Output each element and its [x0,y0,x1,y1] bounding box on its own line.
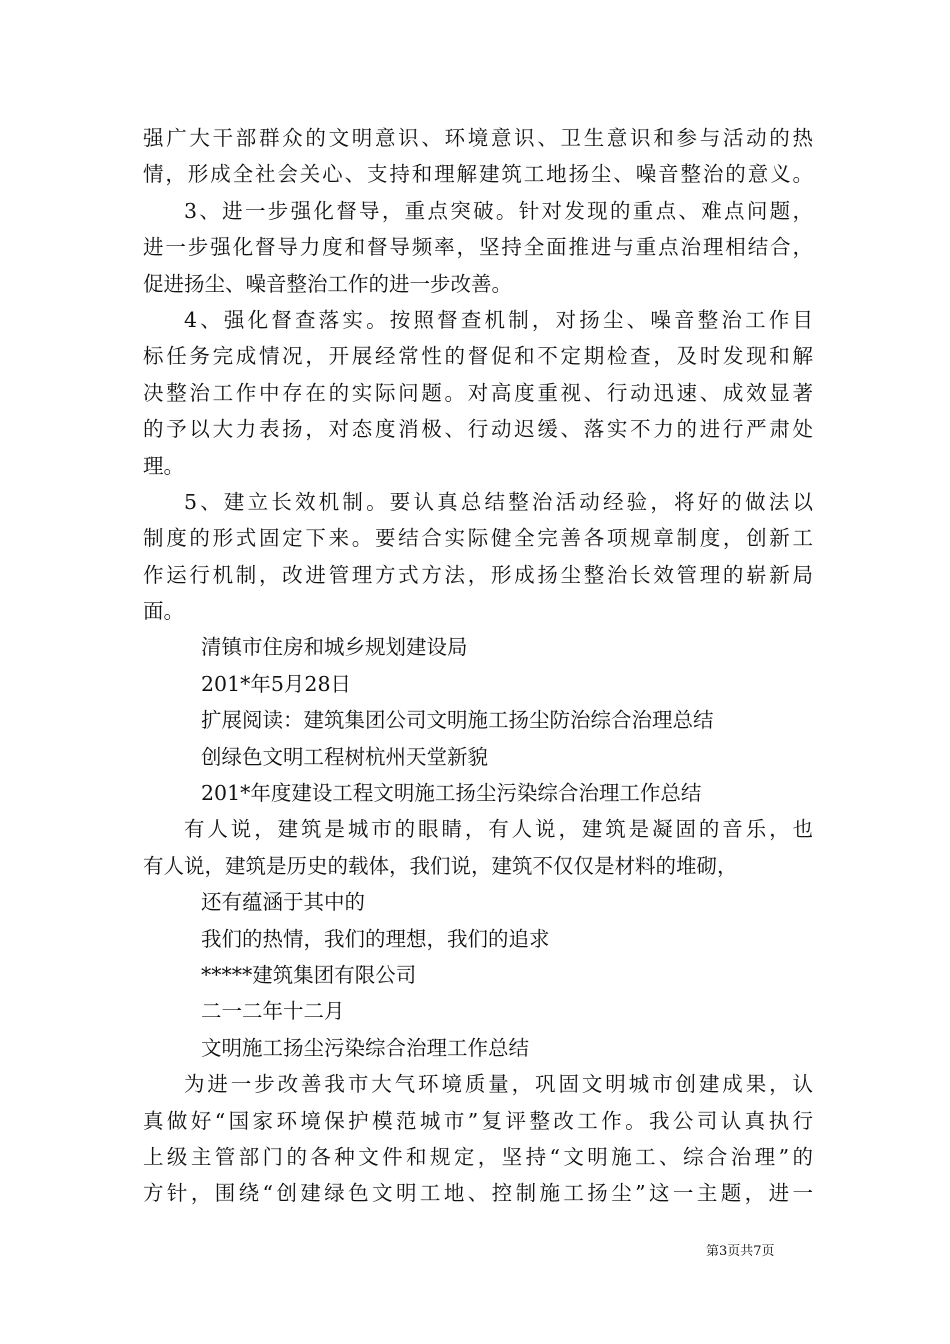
text-line: 我们的热情，我们的理想，我们的追求 [201,926,550,951]
text-line: 5、建立长效机制。要认真总结整治活动经验，将好的做法以 [184,489,813,514]
document-body [143,120,813,1212]
text-line: 201*年5月28日 [201,671,352,696]
text-line: 扩展阅读：建筑集团公司文明施工扬尘防治综合治理总结 [201,708,714,733]
text-line: 还有蕴涵于其中的 [201,890,365,915]
text-line: 制度的形式固定下来。要结合实际健全完善各项规章制度，创新工 [143,526,813,551]
text-line: 上级主管部门的各种文件和规定，坚持“文明施工、综合治理”的 [143,1144,813,1169]
text-line: 清镇市住房和城乡规划建设局 [201,635,468,660]
text-line: 促进扬尘、噪音整治工作的进一步改善。 [143,271,512,296]
text-line: 进一步强化督导力度和督导频率，坚持全面推进与重点治理相结合， [143,235,813,260]
text-line: 情，形成全社会关心、支持和理解建筑工地扬尘、噪音整治的意义。 [143,162,813,187]
text-line: 有人说，建筑是历史的载体，我们说，建筑不仅仅是材料的堆砌， [143,853,738,878]
page-number-footer: 第3页共7页 [706,1244,775,1259]
text-line: 创绿色文明工程树杭州天堂新貌 [201,744,488,769]
text-line: 二一二年十二月 [201,999,345,1024]
text-line: 文明施工扬尘污染综合治理工作总结 [201,1035,529,1060]
text-line: 有人说，建筑是城市的眼睛，有人说，建筑是凝固的音乐，也 [184,817,813,842]
text-line: 理。 [143,453,184,478]
text-line: 作运行机制，改进管理方式方法，形成扬尘整治长效管理的崭新局 [143,562,813,587]
text-line: 201*年度建设工程文明施工扬尘污染综合治理工作总结 [201,781,702,806]
text-line: *****建筑集团有限公司 [201,962,417,987]
text-line: 为进一步改善我市大气环境质量，巩固文明城市创建成果，认 [184,1072,813,1097]
text-line: 方针，围绕“创建绿色文明工地、控制施工扬尘”这一主题，进一 [143,1181,813,1206]
text-line: 的予以大力表扬，对态度消极、行动迟缓、落实不力的进行严肃处 [143,417,813,442]
text-line: 3、进一步强化督导，重点突破。针对发现的重点、难点问题， [184,198,813,223]
text-line: 面。 [143,599,184,624]
text-line: 真做好“国家环境保护模范城市”复评整改工作。我公司认真执行 [143,1108,813,1133]
text-line: 决整治工作中存在的实际问题。对高度重视、行动迅速、成效显著 [143,380,813,405]
text-line: 标任务完成情况，开展经常性的督促和不定期检查，及时发现和解 [143,344,813,369]
text-line: 4、强化督查落实。按照督查机制，对扬尘、噪音整治工作目 [184,307,813,332]
text-line: 强广大干部群众的文明意识、环境意识、卫生意识和参与活动的热 [143,126,813,150]
